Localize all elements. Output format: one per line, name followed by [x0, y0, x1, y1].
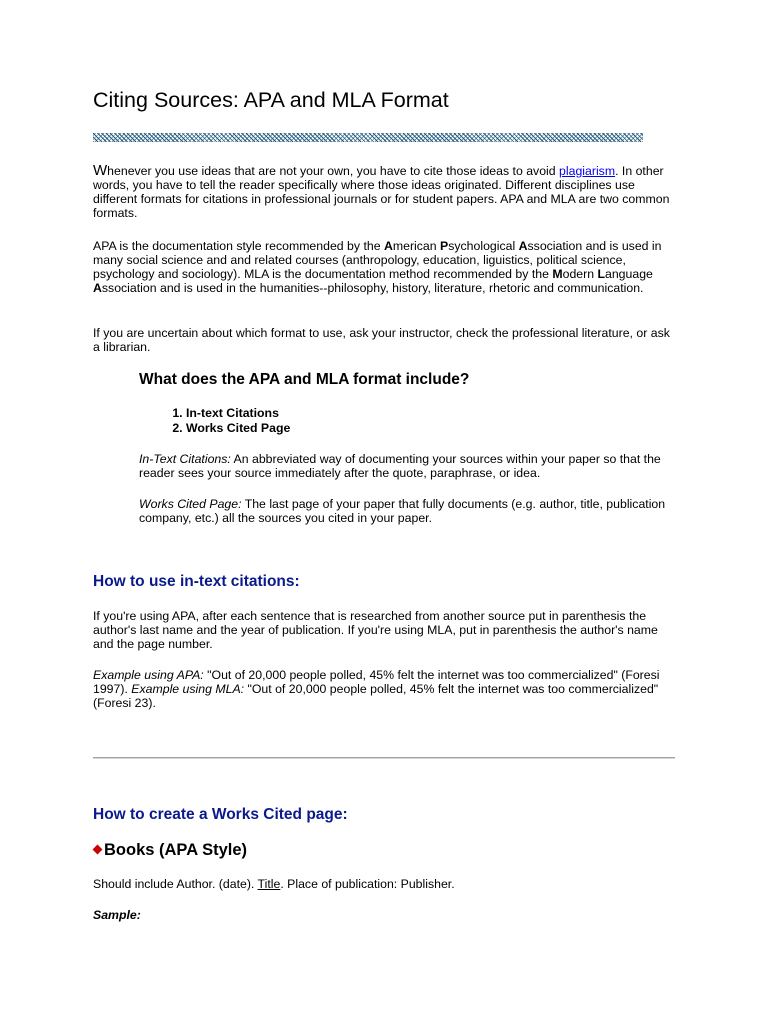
intro-text-rest: other words, you have to tell the reader specifically where those ideas originated. Different disciplines use different formats for citations in professional journals or for student papers. APA and MLA are two common formats.: [93, 164, 670, 220]
example-apa-text: "Out of 20,000 people polled, 45% felt the internet was too commercialized" (Foresi 1997).: [93, 668, 660, 696]
decorative-banner: [93, 133, 643, 142]
apa-letter-p: P: [440, 239, 449, 253]
mla-text-7: ssociation and is used in the humanities--philosophy, history, literature, rhetoric and communication.: [101, 281, 644, 295]
books-text-before: Should include Author. (date).: [93, 877, 258, 891]
workscited-def-text: The last page of your paper that fully documents (e.g. author, title, publication company, etc.) all the sources you cited in your paper.: [139, 497, 666, 525]
books-text-after: . Place of publication: Publisher.: [280, 877, 455, 891]
intext-def-text: An abbreviated way of documenting your sources within your paper so that the reader sees your source immediately after the quote, paraphrase, or idea.: [139, 452, 661, 480]
example-mla-text: "Out of 20,000 people polled, 45% felt the internet was too commercialized" (Foresi 23).: [93, 682, 659, 710]
apa-text-4: ssociation and is used in many social science and and related courses (anthropology, education, liguistics, political science, psychology and sociology). MLA is the documentation method recommended by the: [93, 239, 662, 281]
page-title: Citing Sources: APA and MLA Format: [93, 88, 449, 112]
intext-def-label: In-Text Citations:: [139, 452, 231, 466]
workscited-definition: [139, 497, 677, 525]
apa-text-3: sychological: [448, 239, 519, 253]
intro-text-1: henever you use ideas that are not your own, you have to cite those ideas to avoid: [107, 164, 560, 178]
include-list: [139, 406, 679, 435]
sample-label: [93, 908, 677, 922]
intro-paragraph: [93, 164, 677, 220]
uncertain-paragraph: If you are uncertain about which format to use, ask your instructor, check the professional literature, or ask a librarian.: [93, 326, 670, 354]
apa-text-2: merican: [392, 239, 441, 253]
include-list-wrap: [139, 406, 679, 435]
list-item: 2. Works Cited Page: [186, 421, 679, 436]
apa-text-1: APA is the documentation style recommended by the: [93, 239, 384, 253]
workscited-def-label: Works Cited Page:: [139, 497, 242, 511]
books-title-word: Title: [257, 877, 281, 891]
mla-letter-a: A: [93, 281, 102, 295]
books-heading-wrap: [93, 840, 677, 860]
include-heading: What does the APA and MLA format include?: [139, 371, 470, 388]
apa-mla-paragraph: [93, 239, 677, 295]
example-mla-label: Example using MLA:: [131, 682, 245, 696]
horizontal-rule: [93, 757, 675, 759]
examples-paragraph: [93, 668, 677, 710]
intext-definition: [139, 452, 677, 480]
mla-text-6: anguage: [605, 267, 653, 281]
example-apa-label: Example using APA:: [93, 668, 204, 682]
plagiarism-link[interactable]: plagiarism: [559, 164, 616, 178]
howto-intext-heading: How to use in-text citations:: [93, 573, 300, 590]
books-heading: Books (APA Style): [104, 841, 248, 859]
mla-letter-m: M: [552, 267, 563, 281]
mla-letter-l: L: [597, 267, 605, 281]
sample-label-text: Sample:: [93, 908, 141, 922]
howto-intext-paragraph: If you're using APA, after each sentence that is researched from another source put in parenthesis the author's last name and the year of publication. If you're using MLA, put in parenthesis the author's name and the page number.: [93, 609, 658, 651]
mla-text-5: odern: [562, 267, 598, 281]
howto-works-heading: How to create a Works Cited page:: [93, 806, 348, 823]
apa-letter-a2: A: [518, 239, 528, 253]
list-item: 1. In-text Citations: [186, 406, 679, 421]
books-paragraph: [93, 877, 677, 891]
red-diamond-icon: [93, 845, 103, 855]
intro-text-2: . In: [615, 164, 633, 178]
intro-first-letter: W: [93, 162, 108, 179]
apa-letter-a: A: [383, 239, 393, 253]
